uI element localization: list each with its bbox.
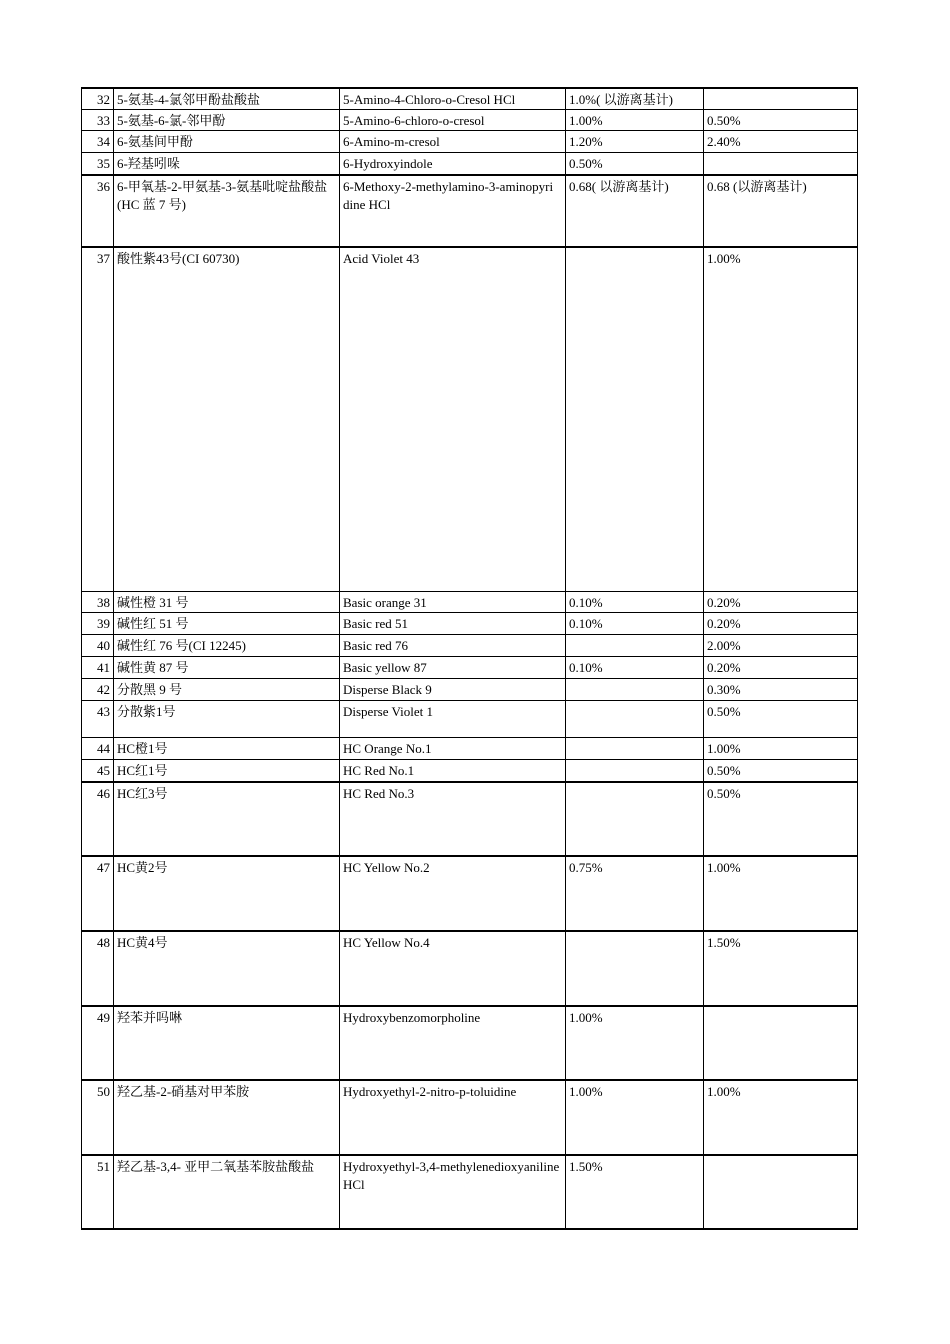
limit-nonoxidative: 1.00%	[704, 1080, 858, 1155]
chinese-name: HC黄2号	[114, 856, 340, 931]
limit-nonoxidative: 2.00%	[704, 635, 858, 657]
limit-nonoxidative: 1.00%	[704, 738, 858, 760]
english-name: Basic red 76	[340, 635, 566, 657]
limit-nonoxidative: 0.20%	[704, 657, 858, 679]
limit-nonoxidative: 2.40%	[704, 131, 858, 153]
row-number: 40	[82, 635, 114, 657]
limit-nonoxidative: 0.30%	[704, 679, 858, 701]
english-name: 6-Amino-m-cresol	[340, 131, 566, 153]
chinese-name: 碱性黄 87 号	[114, 657, 340, 679]
chinese-name: 碱性红 76 号(CI 12245)	[114, 635, 340, 657]
limit-nonoxidative	[704, 1155, 858, 1229]
row-number: 38	[82, 592, 114, 613]
limit-oxidative: 0.68( 以游离基计)	[566, 175, 704, 247]
table-row	[82, 760, 858, 782]
english-name: Acid Violet 43	[340, 247, 566, 592]
limit-oxidative: 1.00%	[566, 1006, 704, 1080]
english-name: HC Red No.3	[340, 782, 566, 856]
table-row	[82, 1155, 858, 1229]
chinese-name: HC红1号	[114, 760, 340, 782]
table-row	[82, 1080, 858, 1155]
row-number: 34	[82, 131, 114, 153]
table-row	[82, 1006, 858, 1080]
table-row	[82, 110, 858, 131]
english-name: Basic red 51	[340, 613, 566, 635]
english-name: HC Orange No.1	[340, 738, 566, 760]
english-name: Hydroxyethyl-3,4-methylenedioxyaniline HCl	[340, 1155, 566, 1229]
english-name: 6-Methoxy-2-methylamino-3-aminopyri dine HCl	[340, 175, 566, 247]
row-number: 43	[82, 701, 114, 738]
limit-oxidative	[566, 635, 704, 657]
limit-nonoxidative	[704, 153, 858, 175]
chinese-name: 分散黑 9 号	[114, 679, 340, 701]
limit-nonoxidative	[704, 88, 858, 110]
english-name: Basic yellow 87	[340, 657, 566, 679]
chinese-name: HC橙1号	[114, 738, 340, 760]
english-name: HC Red No.1	[340, 760, 566, 782]
limit-nonoxidative: 0.50%	[704, 110, 858, 131]
english-name: HC Yellow No.2	[340, 856, 566, 931]
limit-oxidative: 0.50%	[566, 153, 704, 175]
limit-nonoxidative: 0.50%	[704, 782, 858, 856]
row-number: 50	[82, 1080, 114, 1155]
table-row	[82, 738, 858, 760]
limit-oxidative	[566, 782, 704, 856]
chinese-name: 羟乙基-3,4- 亚甲二氧基苯胺盐酸盐	[114, 1155, 340, 1229]
english-name: Hydroxyethyl-2-nitro-p-toluidine	[340, 1080, 566, 1155]
limit-oxidative: 0.10%	[566, 613, 704, 635]
row-number: 32	[82, 88, 114, 110]
limit-nonoxidative: 0.20%	[704, 592, 858, 613]
table-row	[82, 679, 858, 701]
english-name: 5-Amino-6-chloro-o-cresol	[340, 110, 566, 131]
limit-nonoxidative: 1.00%	[704, 856, 858, 931]
limit-oxidative	[566, 679, 704, 701]
chinese-name: 5-氨基-6-氯-邻甲酚	[114, 110, 340, 131]
row-number: 35	[82, 153, 114, 175]
english-name: 6-Hydroxyindole	[340, 153, 566, 175]
limit-oxidative: 0.10%	[566, 592, 704, 613]
row-number: 45	[82, 760, 114, 782]
english-name: HC Yellow No.4	[340, 931, 566, 1006]
limit-oxidative: 1.50%	[566, 1155, 704, 1229]
table-row	[82, 153, 858, 175]
chinese-name: 分散紫1号	[114, 701, 340, 738]
row-number: 36	[82, 175, 114, 247]
table-row	[82, 131, 858, 153]
table-row	[82, 592, 858, 613]
table-row	[82, 782, 858, 856]
limit-nonoxidative: 0.50%	[704, 760, 858, 782]
table-row	[82, 175, 858, 247]
limit-oxidative: 1.0%( 以游离基计)	[566, 88, 704, 110]
limit-nonoxidative: 1.50%	[704, 931, 858, 1006]
chinese-name: 6-羟基吲哚	[114, 153, 340, 175]
limit-oxidative: 0.10%	[566, 657, 704, 679]
row-number: 46	[82, 782, 114, 856]
row-number: 33	[82, 110, 114, 131]
limit-oxidative: 0.75%	[566, 856, 704, 931]
table-row	[82, 88, 858, 110]
english-name: Disperse Violet 1	[340, 701, 566, 738]
limit-nonoxidative: 1.00%	[704, 247, 858, 592]
chinese-name: HC红3号	[114, 782, 340, 856]
row-number: 49	[82, 1006, 114, 1080]
chinese-name: 5-氨基-4-氯邻甲酚盐酸盐	[114, 88, 340, 110]
limit-oxidative	[566, 247, 704, 592]
chinese-name: 羟乙基-2-硝基对甲苯胺	[114, 1080, 340, 1155]
row-number: 42	[82, 679, 114, 701]
limit-oxidative	[566, 760, 704, 782]
table-row	[82, 635, 858, 657]
limit-nonoxidative: 0.68 (以游离基计)	[704, 175, 858, 247]
english-name: Hydroxybenzomorpholine	[340, 1006, 566, 1080]
table-row	[82, 931, 858, 1006]
table-row	[82, 657, 858, 679]
table-row	[82, 247, 858, 592]
chinese-name: 碱性红 51 号	[114, 613, 340, 635]
table-row	[82, 856, 858, 931]
chinese-name: 羟苯并吗啉	[114, 1006, 340, 1080]
row-number: 41	[82, 657, 114, 679]
limit-oxidative	[566, 701, 704, 738]
limit-nonoxidative: 0.50%	[704, 701, 858, 738]
row-number: 44	[82, 738, 114, 760]
row-number: 39	[82, 613, 114, 635]
row-number: 51	[82, 1155, 114, 1229]
english-name: Disperse Black 9	[340, 679, 566, 701]
chinese-name: 6-氨基间甲酚	[114, 131, 340, 153]
chinese-name: 酸性紫43号(CI 60730)	[114, 247, 340, 592]
table-row	[82, 701, 858, 738]
limit-nonoxidative	[704, 1006, 858, 1080]
limit-oxidative: 1.00%	[566, 1080, 704, 1155]
row-number: 37	[82, 247, 114, 592]
limit-nonoxidative: 0.20%	[704, 613, 858, 635]
row-number: 47	[82, 856, 114, 931]
ingredient-table	[81, 87, 858, 1230]
chinese-name: 6-甲氧基-2-甲氨基-3-氨基吡啶盐酸盐 (HC 蓝 7 号)	[114, 175, 340, 247]
limit-oxidative: 1.20%	[566, 131, 704, 153]
english-name: Basic orange 31	[340, 592, 566, 613]
limit-oxidative	[566, 931, 704, 1006]
row-number: 48	[82, 931, 114, 1006]
english-name: 5-Amino-4-Chloro-o-Cresol HCl	[340, 88, 566, 110]
chinese-name: HC黄4号	[114, 931, 340, 1006]
chinese-name: 碱性橙 31 号	[114, 592, 340, 613]
table-row	[82, 613, 858, 635]
limit-oxidative	[566, 738, 704, 760]
limit-oxidative: 1.00%	[566, 110, 704, 131]
